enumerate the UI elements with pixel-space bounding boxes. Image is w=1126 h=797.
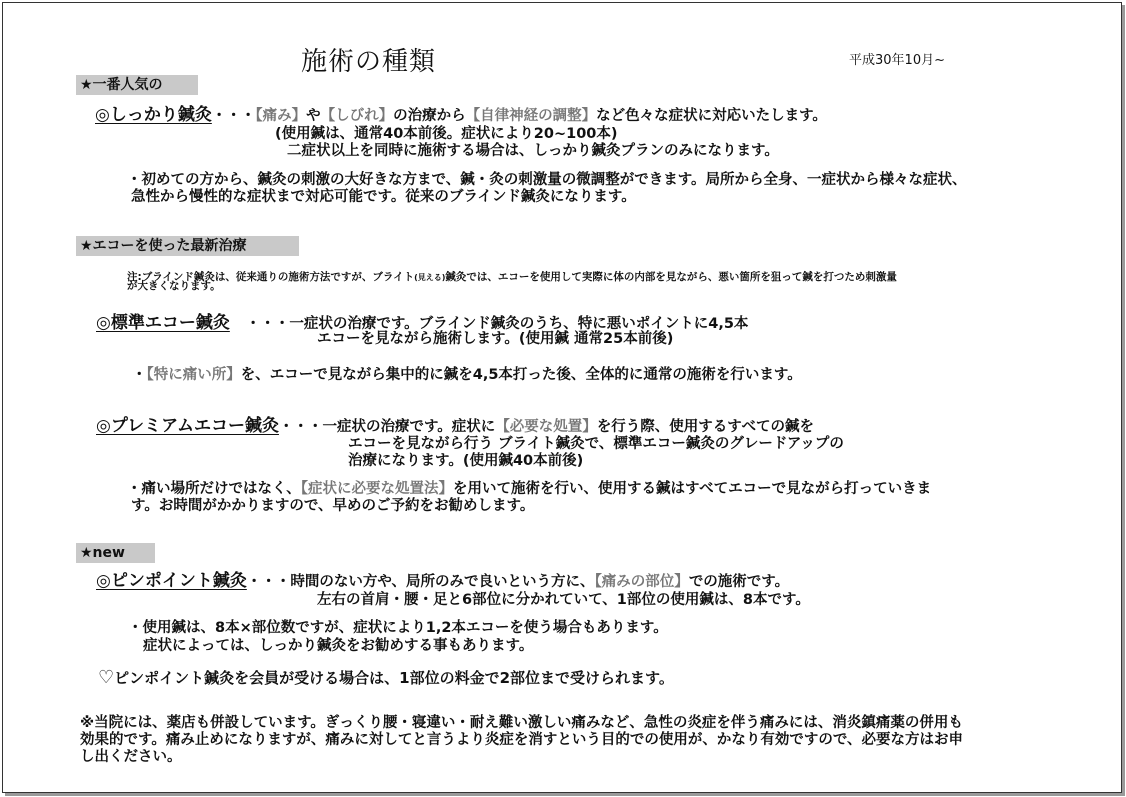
premium-echo-bullet-line-2: す。お時間がかかりますので、早めのご予約をお勧めします。 [131,498,535,514]
section1-bullet-line-2: 急性から慢性的な症状まで対応可能です。従来のブラインド鍼灸になります。 [131,189,636,205]
premium-echo-text-2: を行う際、使用するすべての鍼を [596,419,815,435]
section1-needle-count: (使用鍼は、通常40本前後。症状により20~100本) [275,126,618,142]
effective-date: 平成30年10月~ [849,53,945,68]
pinpoint-text-2: での施術です。 [688,574,790,590]
premium-echo-bullet-text-1: ・痛い場所だけではなく、 [127,481,301,497]
section1-multi-symptom-note: 二症状以上を同時に施術する場合は、しっかり鍼灸プランのみになります。 [287,143,779,159]
section1-dots: ・・・ [211,108,256,124]
standard-echo-title: ◎標準エコー鍼灸 [96,313,230,333]
member-note-text: ピンポイント鍼灸を会員が受ける場合は、1部位の料金で2部位まで受けられます。 [114,669,674,687]
section2-note-line-1 [127,265,897,284]
section2-note-part-2: 鍼灸では、エコーを使用して実際に体の内部を見ながら、悪い箇所を狙って鍼を打つため刺激量 [445,271,897,283]
section2-note-visible: (見える) [414,273,446,282]
member-note-line [98,667,674,688]
standard-echo-bullet-dot: ・ [132,367,147,383]
section-label-echo: ★エコーを使った最新治療 [76,236,299,256]
shikkari-shinkyu-title: ◎しっかり鍼灸 [95,105,212,125]
heart-icon: ♡ [98,667,115,688]
section1-text-3: など色々な症状に対応いたします。 [596,108,827,124]
pinpoint-line-2: 左右の首肩・腰・足と6部位に分かれていて、1部位の使用鍼は、8本です。 [317,592,810,608]
footer-line-3: し出ください。 [80,749,182,765]
premium-echo-line-3: 治療になります。(使用鍼40本前後) [348,453,584,469]
standard-echo-bullet [132,363,802,384]
premium-echo-text-1: ・・・一症状の治療です。症状に [278,419,496,435]
pinpoint-bullet-line-2: 症状によっては、しっかり鍼灸をお勧めする事もあります。 [143,638,534,654]
section2-note-line-2: が大きくなります。 [127,280,221,292]
premium-echo-line-2: エコーを見ながら行う ブライト鍼灸で、標準エコー鍼灸のグレードアップの [348,436,844,452]
standard-echo-line-1: ・・・一症状の治療です。ブラインド鍼灸のうち、特に悪いポイントに4,5本 [245,316,749,332]
section1-text-1: や [306,108,321,124]
standard-echo-highlight: 【特に痛い所】 [146,367,241,383]
section1-highlight-pain: 【痛み】 [255,108,307,124]
footer-line-1: ※当院には、薬店も併設しています。ぎっくり腰・寝違い・耐え難い激しい痛みなど、急性の炎症を伴う痛みには、消炎鎮痛薬の併用も [80,715,963,731]
premium-echo-bullet-highlight: 【症状に必要な処置法】 [300,481,453,497]
section1-bullet-line-1: ・初めての方から、鍼灸の刺激の大好きな方まで、鍼・灸の刺激量の微調整ができます。局所から全身、一症状から様々な症状、 [127,172,967,188]
pinpoint-title: ◎ピンポイント鍼灸 [96,571,247,591]
premium-echo-highlight: 【必要な処置】 [495,419,597,435]
pinpoint-text-1: ・・・時間のない方や、局所のみで良いという方に、 [246,574,595,590]
section1-highlight-numbness: 【しびれ】 [320,108,394,124]
pinpoint-bullet-line-1: ・使用鍼は、8本×部位数ですが、症状により1,2本エコーを使う場合もあります。 [128,620,668,636]
standard-echo-line-2: エコーを見ながら施術します。(使用鍼 通常25本前後) [317,331,674,347]
page-title: 施術の種類 [301,47,437,77]
premium-echo-title: ◎プレミアムエコー鍼灸 [96,416,279,436]
pinpoint-highlight: 【痛みの部位】 [594,574,689,590]
section2-note-part-1: 注:ブラインド鍼灸は、従来通りの施術方法ですが、ブライト [127,271,415,283]
premium-echo-bullet-text-2: を用いて施術を行い、使用する鍼はすべてエコーで見ながら打っていきま [452,481,932,497]
document-page [2,2,1122,793]
footer-line-2: 効果的です。痛み止めになりますが、痛みに対してと言うより炎症を消すという目的での使用が、かなり有効ですので、必要な方はお申 [80,732,964,748]
section1-text-2: の治療から [393,108,466,124]
section1-highlight-autonomic: 【自律神経の調整】 [465,108,597,124]
standard-echo-bullet-text: を、エコーで見ながら集中的に鍼を4,5本打った後、全体的に通常の施術を行います。 [240,367,802,383]
section-label-new: ★new [76,543,155,563]
section-label-popular: ★一番人気の [76,75,198,95]
